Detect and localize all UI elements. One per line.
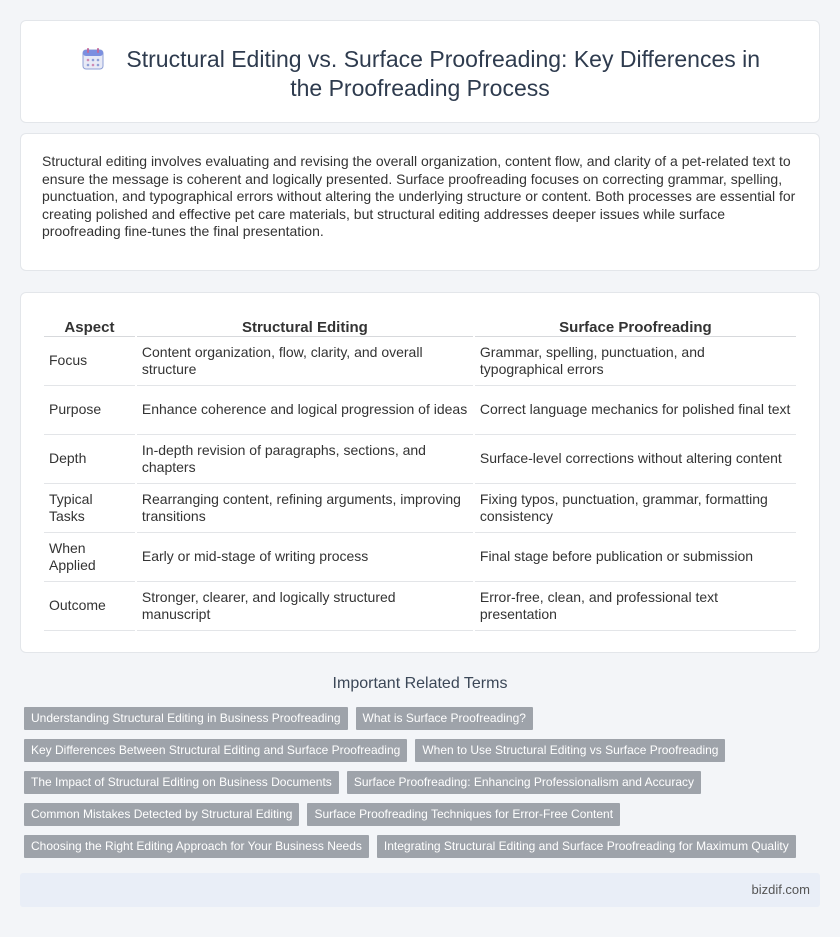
related-term-tag[interactable]: Integrating Structural Editing and Surface Proofreading for Maximum Quality xyxy=(377,835,796,858)
related-term-tag[interactable]: Choosing the Right Editing Approach for Your Business Needs xyxy=(24,835,369,858)
row-structural-editing: Content organization, flow, clarity, and overall structure xyxy=(137,337,473,386)
footer xyxy=(20,873,820,907)
comparison-table-card xyxy=(20,292,820,653)
table-row xyxy=(44,484,796,533)
header-surface-proofreading: Surface Proofreading xyxy=(475,313,796,337)
row-surface-proofreading: Grammar, spelling, punctuation, and typographical errors xyxy=(475,337,796,386)
related-term-tag[interactable]: The Impact of Structural Editing on Business Documents xyxy=(24,771,339,794)
table-row xyxy=(44,337,796,386)
related-term-tag[interactable]: Common Mistakes Detected by Structural Editing xyxy=(24,803,299,826)
row-surface-proofreading: Final stage before publication or submission xyxy=(475,533,796,582)
row-aspect: Outcome xyxy=(44,582,135,631)
row-aspect: Focus xyxy=(44,337,135,386)
related-term-tag[interactable]: When to Use Structural Editing vs Surface Proofreading xyxy=(415,739,725,762)
related-term-tag[interactable]: What is Surface Proofreading? xyxy=(356,707,533,730)
page-title: Structural Editing vs. Surface Proofreading: Key Differences in the Proofreading Process xyxy=(126,46,761,101)
row-aspect: Typical Tasks xyxy=(44,484,135,533)
related-terms-heading: Important Related Terms xyxy=(332,675,508,692)
related-term-tag[interactable]: Surface Proofreading: Enhancing Professionalism and Accuracy xyxy=(347,771,701,794)
tag-row xyxy=(24,771,701,794)
header-structural-editing: Structural Editing xyxy=(137,313,473,337)
tag-row xyxy=(24,707,533,730)
row-surface-proofreading: Correct language mechanics for polished final text xyxy=(475,386,796,435)
table-row xyxy=(44,386,796,435)
related-term-tag[interactable]: Understanding Structural Editing in Business Proofreading xyxy=(24,707,348,730)
intro-card xyxy=(20,133,820,271)
row-surface-proofreading: Fixing typos, punctuation, grammar, formatting consistency xyxy=(475,484,796,533)
table-header-row xyxy=(44,313,796,337)
row-surface-proofreading: Error-free, clean, and professional text presentation xyxy=(475,582,796,631)
related-term-tag[interactable]: Surface Proofreading Techniques for Error-Free Content xyxy=(307,803,620,826)
row-surface-proofreading: Surface-level corrections without altering content xyxy=(475,435,796,484)
row-structural-editing: In-depth revision of paragraphs, sections, and chapters xyxy=(137,435,473,484)
table-row xyxy=(44,533,796,582)
tag-row xyxy=(24,835,796,858)
row-structural-editing: Stronger, clearer, and logically structured manuscript xyxy=(137,582,473,631)
row-structural-editing: Enhance coherence and logical progression of ideas xyxy=(137,386,473,435)
tag-row xyxy=(24,739,725,762)
comparison-table xyxy=(42,313,798,631)
table-row xyxy=(44,435,796,484)
row-structural-editing: Early or mid-stage of writing process xyxy=(137,533,473,582)
title-card xyxy=(20,20,820,123)
related-term-tag[interactable]: Key Differences Between Structural Editing and Surface Proofreading xyxy=(24,739,407,762)
row-aspect: Depth xyxy=(44,435,135,484)
row-aspect: Purpose xyxy=(44,386,135,435)
header-aspect: Aspect xyxy=(44,313,135,337)
intro-paragraph: Structural editing involves evaluating and revising the overall organization, content flow, and clarity of a pet-related text to ensure the message is coherent and logically presented. Surface proofreading focuses on correcting grammar, spelling, punctuation, and typographical errors without altering the underlying structure or content. Both processes are essential for creating polished and effective pet care materials, but structural editing addresses deeper issues while surface proofreading fine-tunes the final presentation. xyxy=(42,153,796,239)
row-aspect: When Applied xyxy=(44,533,135,582)
calendar-icon xyxy=(80,46,106,72)
footer-site-link[interactable]: bizdif.com xyxy=(751,882,810,897)
row-structural-editing: Rearranging content, refining arguments, improving transitions xyxy=(137,484,473,533)
tag-row xyxy=(24,803,620,826)
table-row xyxy=(44,582,796,631)
